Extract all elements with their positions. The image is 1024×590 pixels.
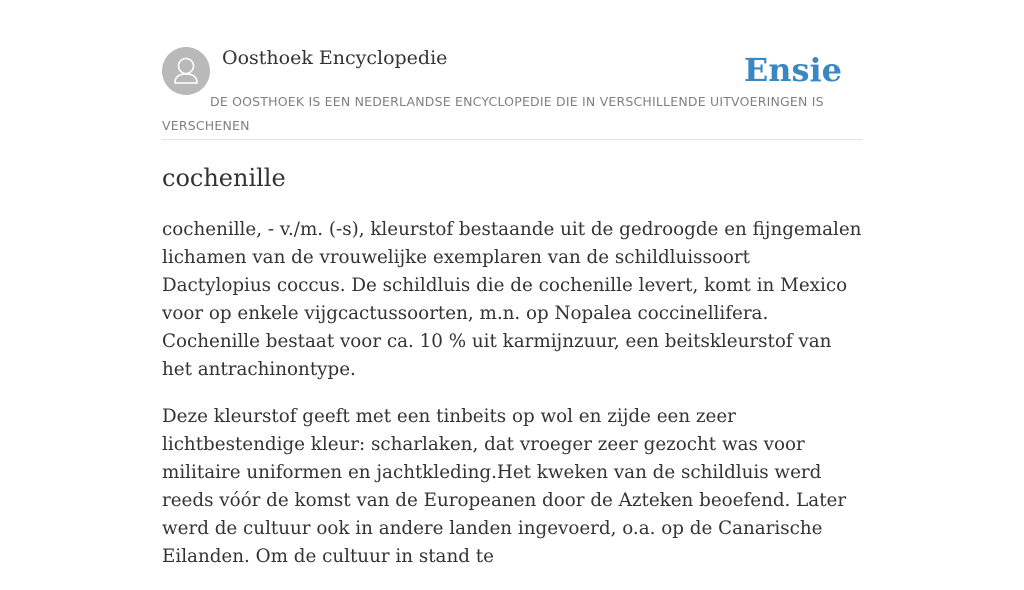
site-tagline: DE OOSTHOEK IS EEN NEDERLANDSE ENCYCLOPEDIE DIE IN VERSCHILLENDE UITVOERINGEN IS VERSCHENEN [162, 94, 824, 133]
article-title: cochenille [162, 164, 286, 192]
brand-logo[interactable]: Ensie [743, 51, 842, 89]
site-header [162, 46, 862, 140]
article-paragraph: Deze kleurstof geeft met een tinbeits op wol en zijde een zeer lichtbestendige kleur: scharlaken, dat vroeger zeer gezocht was voor militaire uniformen en jachtkleding.Het kweken van de schildluis werd reeds vóór de komst van de Europeanen door de Azteken beoefend. Later werd de cultuur ook in andere landen ingevoerd, o.a. op de Canarische Eilanden. Om de cultuur in stand te [162, 406, 847, 567]
user-avatar-icon[interactable] [162, 47, 210, 95]
article-body [162, 216, 862, 590]
site-name[interactable]: Oosthoek Encyclopedie [222, 47, 448, 69]
article-paragraph: cochenille, - v./m. (-s), kleurstof bestaande uit de gedroogde en fijngemalen lichamen van de vrouwelijke exemplaren van de schildluissoort Dactylopius coccus. De schildluis die de cochenille levert, komt in Mexico voor op enkele vijgcactussoorten, m.n. op Nopalea coccinellifera. Cochenille bestaat voor ca. 10 % uit karmijnzuur, een beitskleurstof van het antrachinontype. [162, 219, 862, 380]
